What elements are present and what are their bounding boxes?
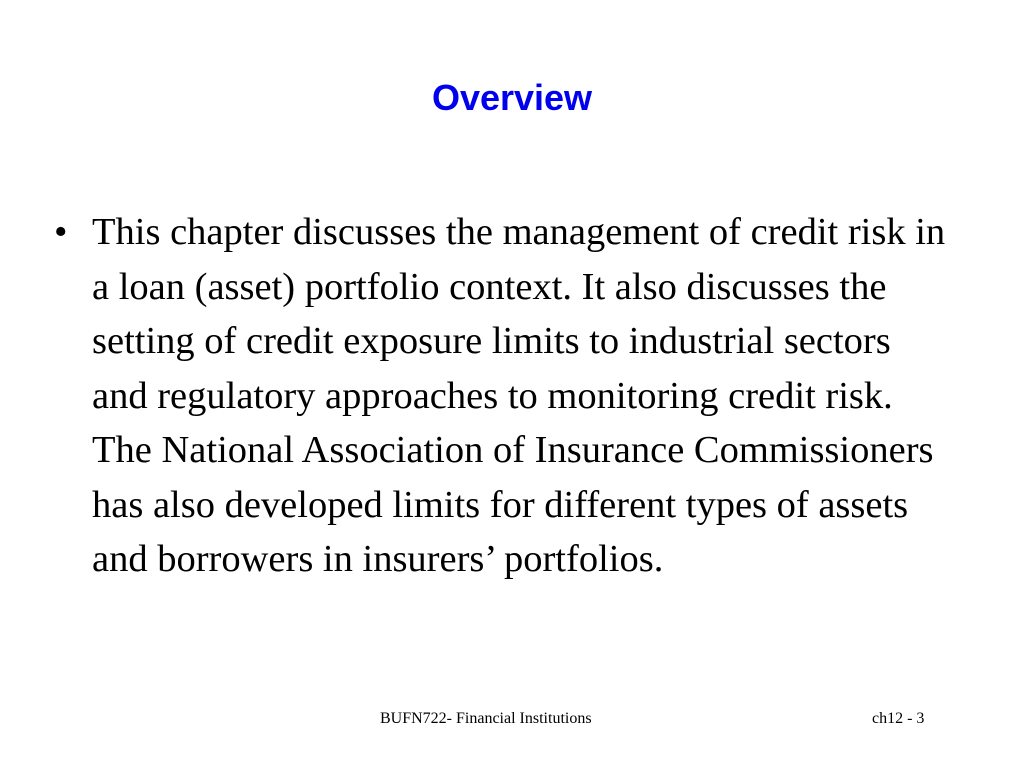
bullet-marker: • xyxy=(54,211,68,253)
footer-course-name: BUFN722- Financial Institutions xyxy=(380,710,592,727)
bullet-item xyxy=(54,205,954,587)
slide-title: Overview xyxy=(431,77,593,118)
bullet-text: This chapter discusses the management of credit risk in a loan (asset) portfolio context. It also discusses the setting of credit exposure limits to industrial sectors and regulatory approaches to monitoring credit risk. The National Association of Insurance Commissioners has also developed limits for different types of assets and borrowers in insurers’ portfolios. xyxy=(92,211,946,580)
footer-page-number: ch12 - 3 xyxy=(872,710,925,727)
bullet-list xyxy=(54,205,954,587)
